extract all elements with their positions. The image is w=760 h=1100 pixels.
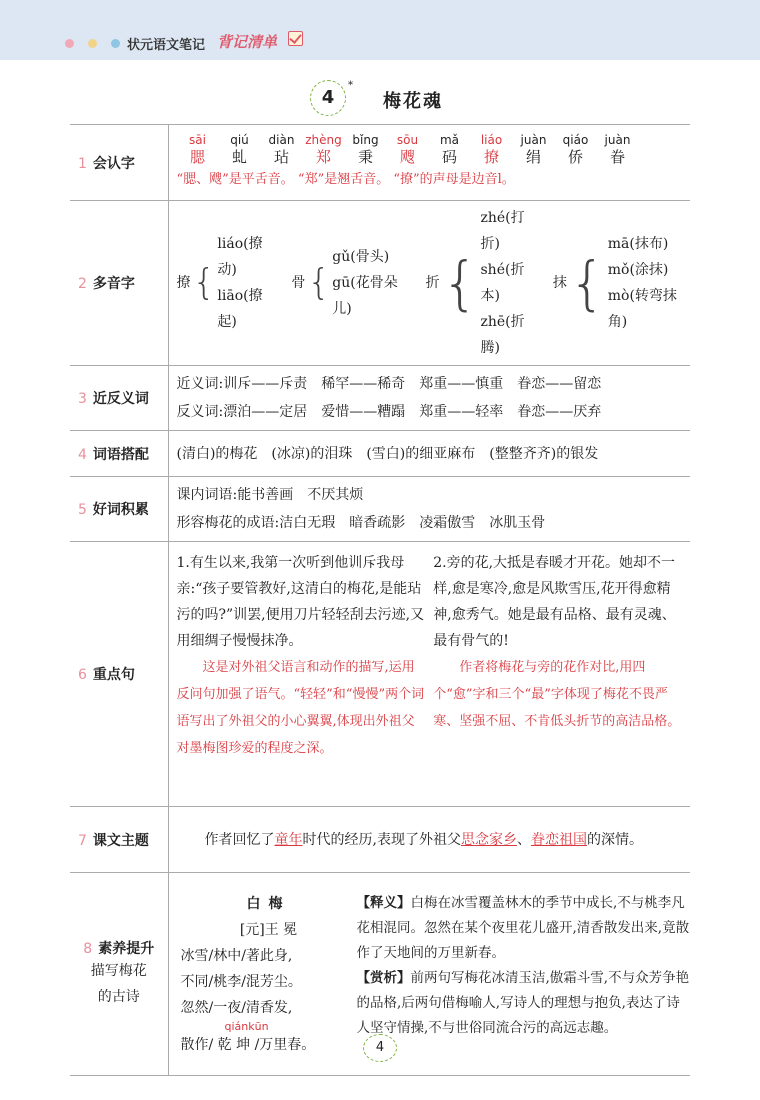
polyphone-char: 折 <box>425 275 440 291</box>
section-label: 2 多音字 <box>70 201 168 366</box>
poem-line: 冰雪/林中/著此身, <box>180 947 293 964</box>
lesson-number: 4 <box>310 80 346 116</box>
character-hanzi: 秉 <box>357 147 373 166</box>
character-item <box>555 132 597 166</box>
character-item <box>345 132 387 166</box>
polyphone-list <box>177 205 691 361</box>
character-pinyin: diàn <box>268 132 295 147</box>
section-label: 7 课文主题 <box>70 807 168 873</box>
sentence-1: 1.有生以来,我第一次听到他训斥我母亲:“孩子要管教好,这清白的梅花,是能玷污的吗?”训罢,便用刀片轻轻刮去污迹,又用细绸子慢慢抹净。 这是对外祖父语言和动作的描写,运用反问句加强了语气。“轻轻”和“慢慢”两个词语写出了外祖父的小心翼翼,体现出外祖父对墨梅图珍爱的程度之深。 <box>177 550 434 762</box>
character-list <box>177 132 691 166</box>
character-item <box>429 132 471 166</box>
page-number: 4 <box>363 1034 397 1062</box>
polyphone-reading: zhé(打折) <box>480 210 525 252</box>
blue-dot-icon <box>111 39 120 48</box>
character-pinyin: mǎ <box>439 132 460 147</box>
sentence-1-explain: 这是对外祖父语言和动作的描写,运用反问句加强了语气。“轻轻”和“慢慢”两个词语写出了外祖父的小心翼翼,体现出外祖父对墨梅图珍爱的程度之深。 <box>176 660 425 756</box>
row-good-words <box>70 477 690 542</box>
antonym-line: 反义词:漂泊——定居 爱惜——糟蹋 郑重——轻率 眷恋——厌弃 <box>176 404 602 420</box>
character-item <box>471 132 513 166</box>
brace-icon: { <box>568 249 606 317</box>
poem-pinyin: qiánkūn <box>224 1019 269 1033</box>
character-item <box>261 132 303 166</box>
sentence-2: 2.旁的花,大抵是春暖才开花。她却不一样,愈是寒冷,愈是风欺雪压,花开得愈精神,愈秀气。她是最有品格、最有灵魂、最有骨气的! 作者将梅花与旁的花作对比,用四个“愈”字和三个“最”字体现了梅花不畏严寒、坚强不屈、不肯低头折节的高洁品格。 <box>433 550 690 762</box>
character-item <box>219 132 261 166</box>
row-polyphones <box>70 201 690 366</box>
character-hanzi: 玷 <box>273 147 289 166</box>
section-label: 5 好词积累 <box>70 477 168 542</box>
character-pinyin: sōu <box>396 132 419 147</box>
character-hanzi: 虬 <box>231 147 247 166</box>
polyphone-reading: mā(抹布) <box>607 236 669 252</box>
row-key-sentences <box>70 542 690 807</box>
polyphone-reading: mò(转弯抹角) <box>607 288 677 330</box>
row-synonyms <box>70 366 690 431</box>
polyphone-reading: gǔ(骨头) <box>332 249 390 265</box>
poem-author: [元]王 冕 <box>239 921 298 938</box>
pronunciation-note: “腮、飕”是平舌音。 “郑”是翘舌音。 “撩”的声母是边音l。 <box>176 171 515 187</box>
poem-explanation: 【释义】白梅在冰雪覆盖林木的季节中成长,不与桃李凡花相混同。忽然在某个夜里花儿盛开,清香散发出来,竟散作了天地间的万里新春。 【赏析】前两句写梅花冰清玉洁,傲霜斗雪,不与众芳争艳的品格,后两句借梅喻人,写诗人的理想与抱负,表达了诗人坚守情操,不与世俗同流合污的高远志趣。 <box>356 894 690 1036</box>
poem-last-line: 散作/ 乾 坤 /万里春。 <box>180 1036 316 1053</box>
theme-text: 作者回忆了童年时代的经历,表现了外祖父思念家乡、眷恋祖国的深情。 <box>168 807 690 873</box>
page-title: 梅花魂 <box>383 91 443 112</box>
section-label: 4 词语搭配 <box>70 431 168 477</box>
checkmark-icon <box>288 31 303 46</box>
polyphone-char: 抹 <box>552 275 567 291</box>
character-pinyin: juàn <box>604 132 631 147</box>
character-item <box>177 132 219 166</box>
idiom-line: 形容梅花的成语:洁白无瑕 暗香疏影 凌霜傲雪 冰肌玉骨 <box>176 515 546 531</box>
brace-icon: { <box>192 262 216 303</box>
character-hanzi: 侨 <box>567 147 583 166</box>
polyphone-reading: liáo(撩动) <box>217 236 263 278</box>
character-pinyin: qiú <box>230 132 249 147</box>
character-hanzi: 撩 <box>483 147 499 166</box>
polyphone-group <box>291 244 411 322</box>
row-theme <box>70 807 690 873</box>
polyphone-reading: mǒ(涂抹) <box>607 262 669 278</box>
tagline: 背记清单 <box>217 33 278 51</box>
yellow-dot-icon <box>88 39 97 48</box>
sentence-2-explain: 作者将梅花与旁的花作对比,用四个“愈”字和三个“最”字体现了梅花不畏严寒、坚强不屈、不肯低头折节的高洁品格。 <box>433 660 681 729</box>
polyphone-reading: gū(花骨朵儿) <box>332 275 398 317</box>
character-item <box>513 132 555 166</box>
synonym-line: 近义词:训斥——斥责 稀罕——稀奇 郑重——慎重 眷恋——留恋 <box>176 376 602 392</box>
character-pinyin: juàn <box>520 132 547 147</box>
section-label: 3 近反义词 <box>70 366 168 431</box>
polyphone-reading: liāo(撩起) <box>217 288 263 330</box>
character-pinyin: qiáo <box>562 132 589 147</box>
brand-name: 状元语文笔记 <box>127 38 206 53</box>
polyphone-group <box>177 231 278 335</box>
collocation-line: (清白)的梅花 (冰凉)的泪珠 (雪白)的细亚麻布 (整整齐齐)的银发 <box>168 431 690 477</box>
polyphone-reading: zhē(折腾) <box>480 314 525 356</box>
section-label: 8 素养提升 描写梅花 的古诗 <box>70 873 168 1076</box>
polyphone-group <box>426 205 539 361</box>
character-hanzi: 飕 <box>399 147 415 166</box>
section-label: 6 重点句 <box>70 542 168 807</box>
poem-title: 白梅 <box>246 895 291 912</box>
character-pinyin: zhèng <box>305 132 342 147</box>
notes-table <box>70 124 690 1076</box>
row-characters <box>70 125 690 201</box>
character-hanzi: 绢 <box>525 147 541 166</box>
character-pinyin: bǐng <box>352 132 379 147</box>
character-hanzi: 码 <box>441 147 457 166</box>
brace-icon: { <box>441 249 479 317</box>
character-hanzi: 郑 <box>315 147 331 166</box>
character-item <box>597 132 639 166</box>
character-pinyin: liáo <box>480 132 503 147</box>
poem-line: 忽然/一夜/清香发, <box>180 999 293 1016</box>
poem-lines <box>181 943 357 1021</box>
polyphone-char: 撩 <box>176 275 191 291</box>
brace-icon: { <box>307 262 331 303</box>
character-pinyin: sāi <box>189 132 206 147</box>
polyphone-group <box>553 231 690 335</box>
polyphone-char: 骨 <box>291 275 306 291</box>
row-collocations <box>70 431 690 477</box>
character-item <box>303 132 345 166</box>
section-label: 1 会认字 <box>70 125 168 201</box>
character-item <box>387 132 429 166</box>
poem-line: 不同/桃李/混芳尘。 <box>180 973 302 990</box>
polyphone-reading: shé(折本) <box>480 262 525 304</box>
poem <box>177 891 357 1058</box>
pink-dot-icon <box>65 39 74 48</box>
word-line: 课内词语:能书善画 不厌其烦 <box>176 487 364 503</box>
header-bar <box>0 0 760 60</box>
character-hanzi: 眷 <box>609 147 625 166</box>
lesson-star: * <box>348 80 353 91</box>
character-hanzi: 腮 <box>189 147 205 166</box>
